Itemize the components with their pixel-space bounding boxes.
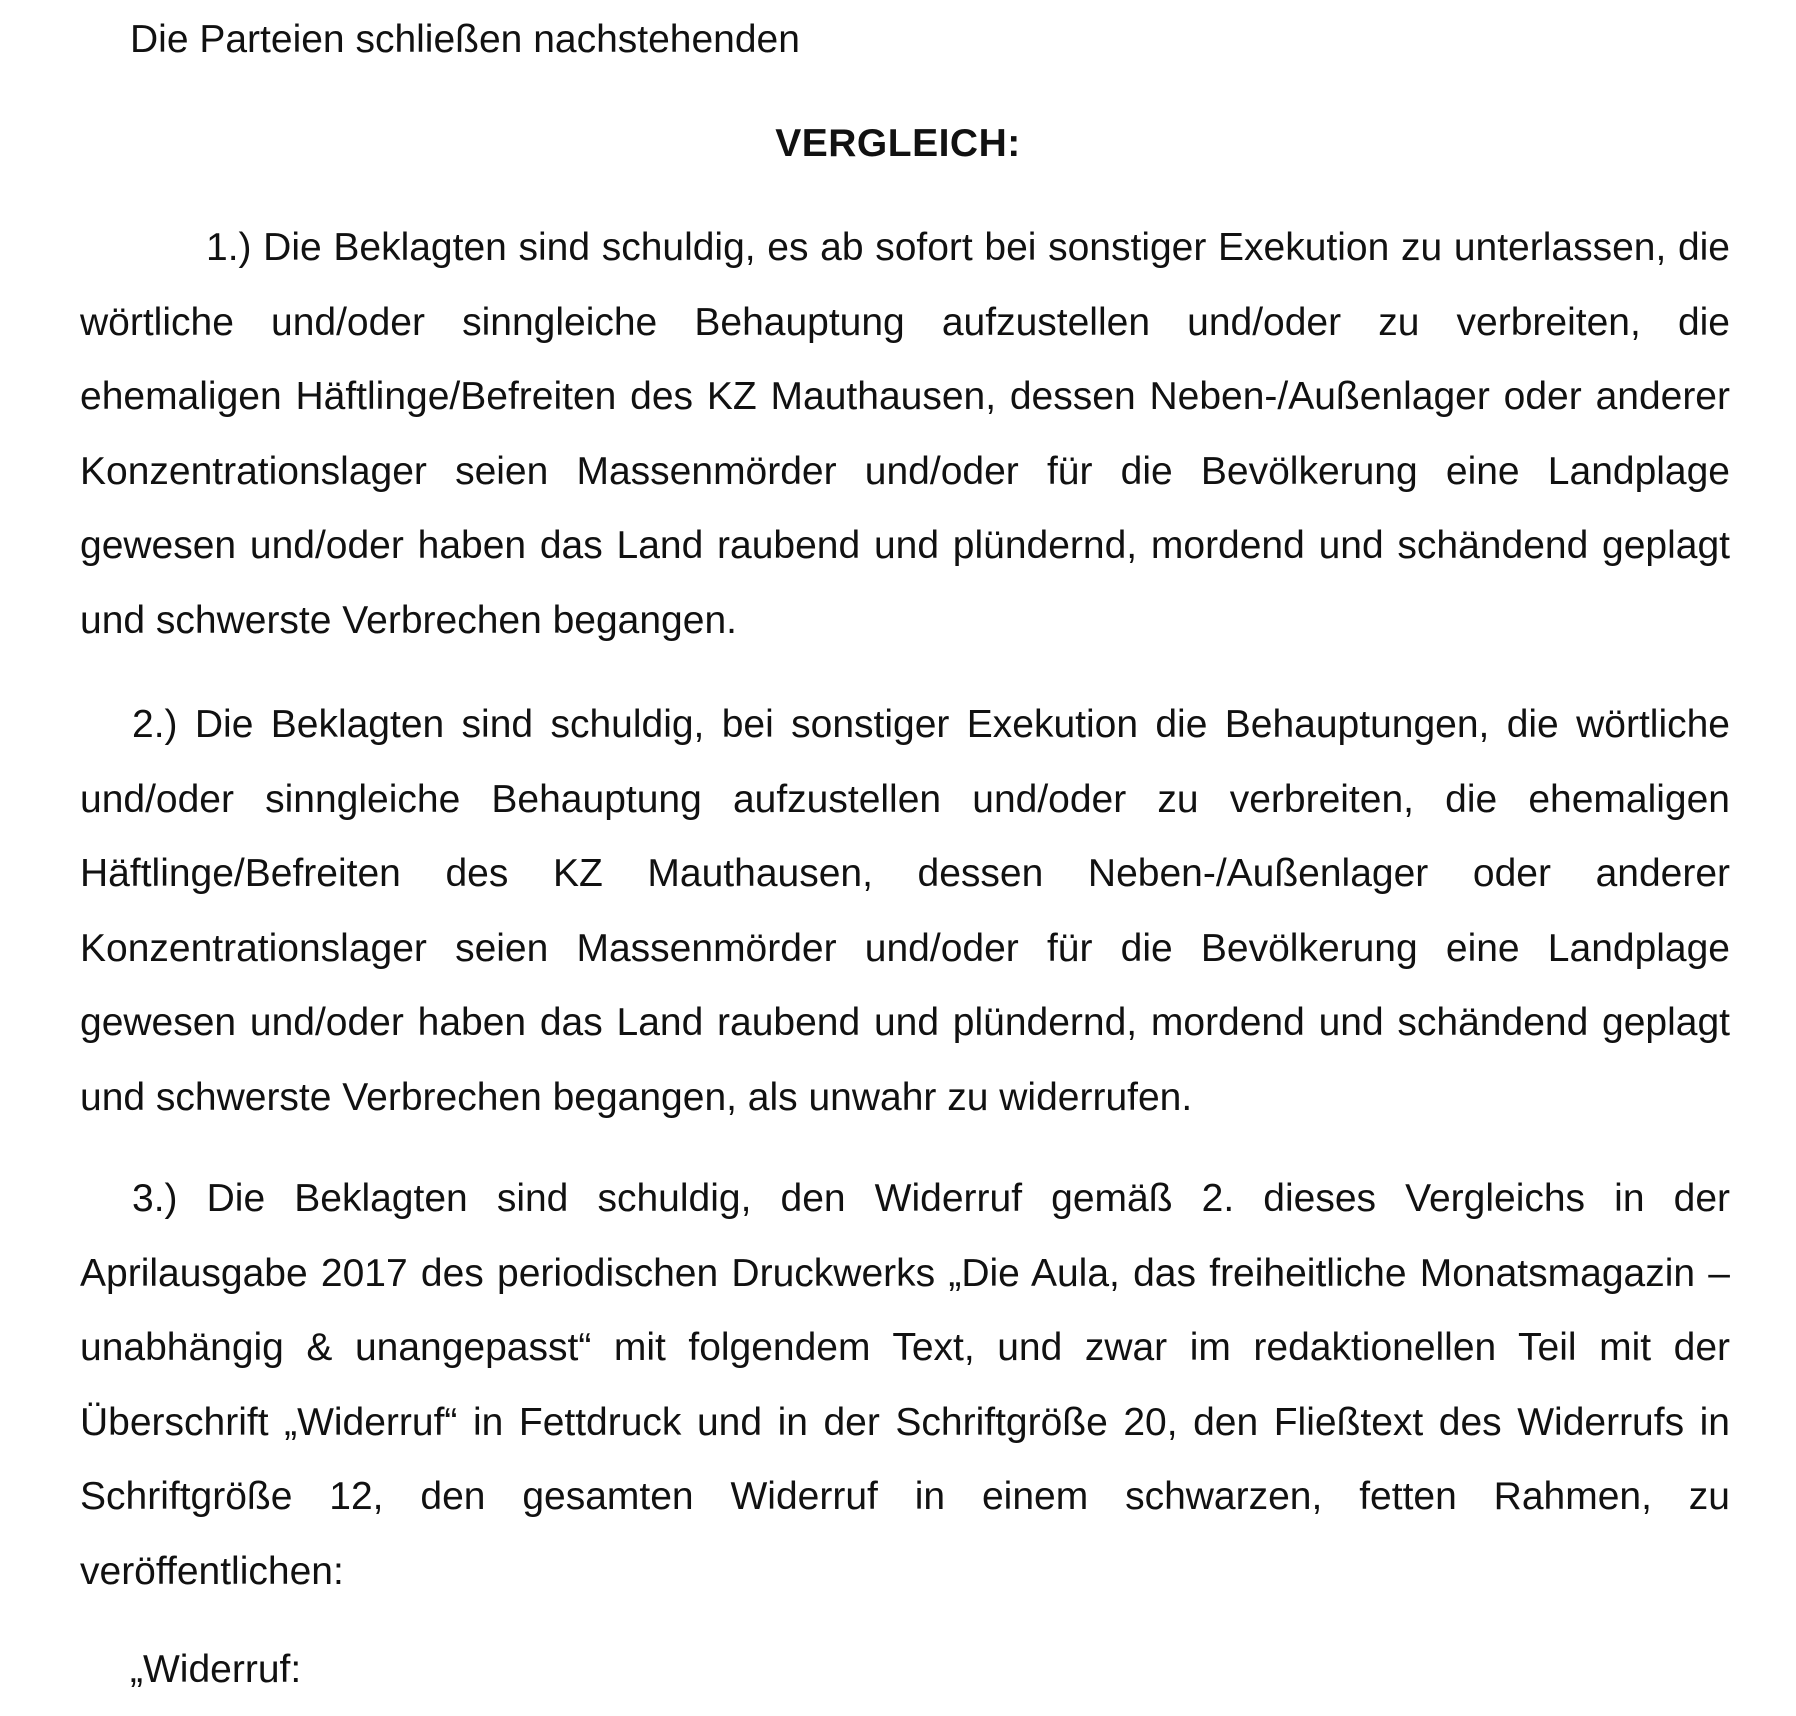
closing-line: „Widerruf: xyxy=(130,1648,302,1691)
paragraph-1: 1.) Die Beklagten sind schuldig, es ab sofort bei sonstiger Exekution zu unterlassen, die wörtliche und/oder sinngleiche Behauptung aufzustellen und/oder zu verbreiten, die ehemaligen Häftlinge/Befreiten des KZ Mauthausen, dessen Neben-/Außenlager oder anderer Konzentrationslager seien Massenmörder und/oder für die Bevölkerung eine Landplage gewesen und/oder haben das Land raubend und plündernd, mordend und schändend geplagt und schwerste Verbrechen begangen. xyxy=(80,226,1730,642)
paragraph-3: 3.) Die Beklagten sind schuldig, den Widerruf gemäß 2. dieses Vergleichs in der Aprilausgabe 2017 des periodischen Druckwerks „Die Aula, das freiheitliche Monatsmagazin – unabhängig & unangepasst“ mit folgendem Text, und zwar im redaktionellen Teil mit der Überschrift „Widerruf“ in Fettdruck und in der Schriftgröße 20, den Fließtext des Widerrufs in Schriftgröße 12, den gesamten Widerruf in einem schwarzen, fetten Rahmen, zu veröffentlichen: xyxy=(80,1177,1730,1593)
intro-line: Die Parteien schließen nachstehenden xyxy=(130,18,800,61)
paragraph-2: 2.) Die Beklagten sind schuldig, bei sonstiger Exekution die Behauptungen, die wörtliche und/oder sinngleiche Behauptung aufzustellen und/oder zu verbreiten, die ehemaligen Häftlinge/Befreiten des KZ Mauthausen, dessen Neben-/Außenlager oder anderer Konzentrationslager seien Massenmörder und/oder für die Bevölkerung eine Landplage gewesen und/oder haben das Land raubend und plündernd, mordend und schändend geplagt und schwerste Verbrechen begangen, als unwahr zu widerrufen. xyxy=(80,703,1730,1119)
document-heading: VERGLEICH: xyxy=(775,122,1021,165)
